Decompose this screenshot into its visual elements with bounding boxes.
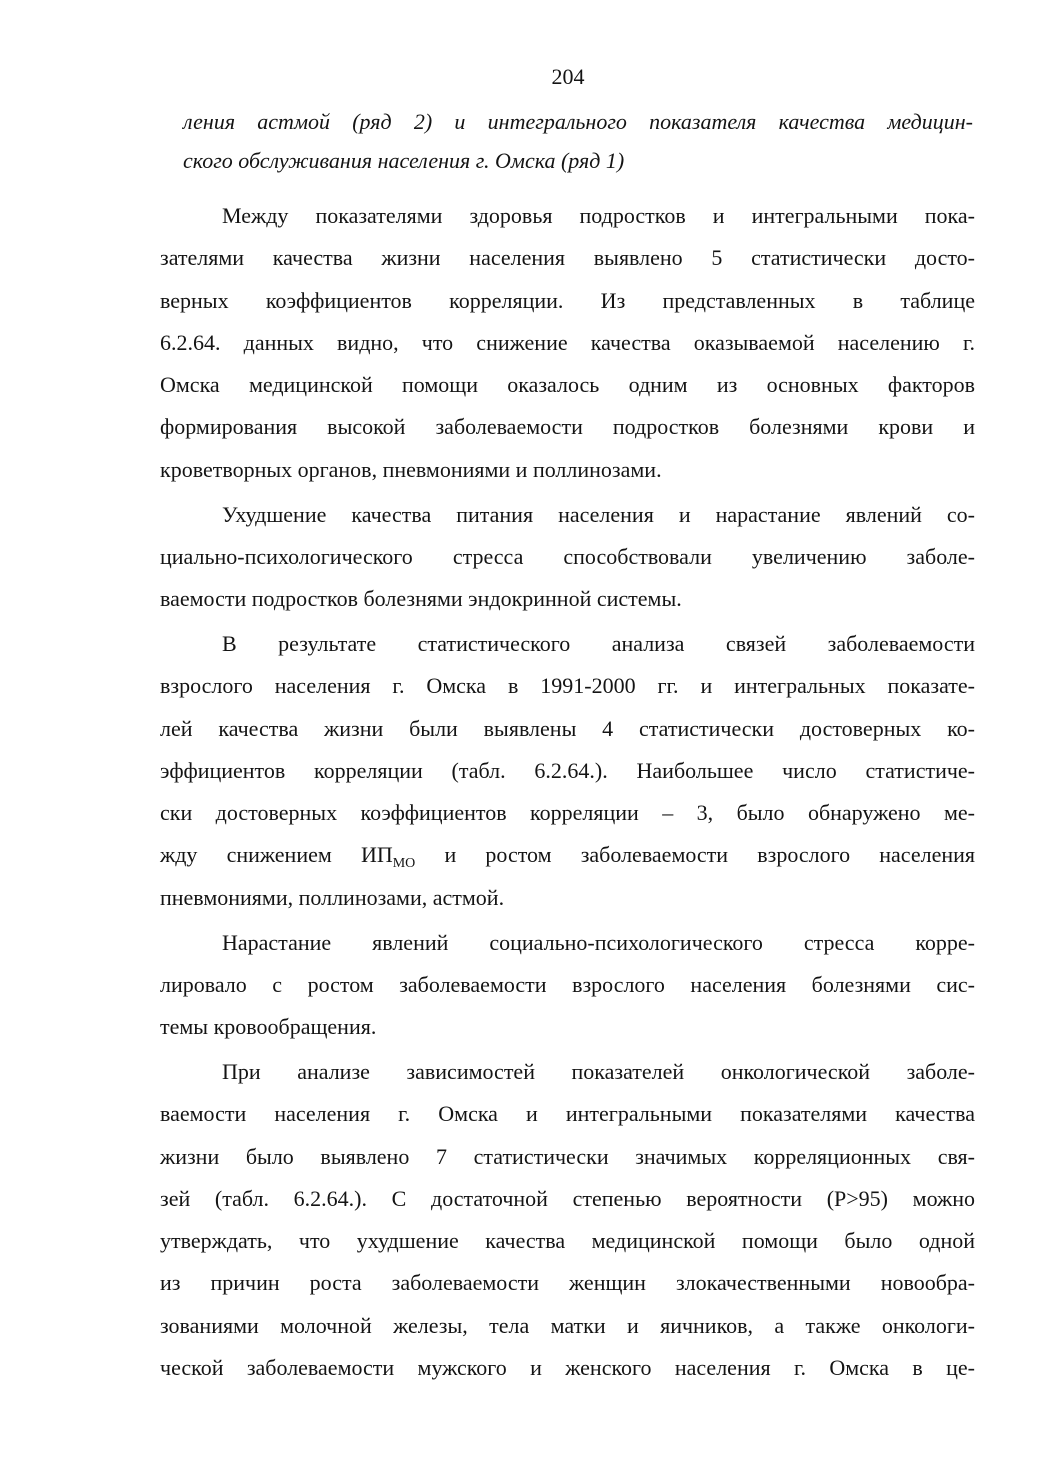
text-line: жизни было выявлено 7 статистически значимых корреляционных свя- bbox=[160, 1143, 975, 1169]
text-line: верных коэффициентов корреляции. Из представленных в таблице bbox=[160, 287, 975, 313]
text-line: пневмониями, поллинозами, астмой. bbox=[160, 884, 505, 910]
caption-line: ления астмой (ряд 2) и интегрального показателя качества медицин- bbox=[183, 109, 973, 134]
paragraph bbox=[160, 195, 975, 491]
text-line: Омска медицинской помощи оказалось одним из основных факторов bbox=[160, 372, 975, 398]
body-text bbox=[160, 195, 975, 1389]
text-line: кроветворных органов, пневмониями и поллинозами. bbox=[160, 456, 662, 482]
subscript: МО bbox=[392, 856, 416, 872]
text-line: из причин роста заболеваемости женщин злокачественными новообра- bbox=[160, 1270, 975, 1296]
text-line: зей (табл. 6.2.64.). С достаточной степенью вероятности (Р>95) можно bbox=[160, 1185, 975, 1211]
text-line: В результате статистического анализа связей заболеваемости bbox=[222, 630, 975, 656]
text-line: ваемости населения г. Омска и интегральными показателями качества bbox=[160, 1101, 975, 1127]
text-line: ваемости подростков болезнями эндокринной системы. bbox=[160, 586, 682, 612]
text-line: 6.2.64. данных видно, что снижение качества оказываемой населению г. bbox=[160, 329, 975, 355]
text-line: зованиями молочной железы, тела матки и яичников, а также онкологи- bbox=[160, 1312, 975, 1338]
figure-caption bbox=[183, 102, 973, 180]
text-line: Между показателями здоровья подростков и интегральными пока- bbox=[222, 203, 975, 228]
paragraph bbox=[160, 922, 975, 1049]
text-line: Ухудшение качества питания населения и нарастание явлений со- bbox=[222, 501, 975, 527]
text-line: При анализе зависимостей показателей онкологической заболе- bbox=[222, 1058, 975, 1084]
page-number: 204 bbox=[551, 64, 585, 89]
text-line: лей качества жизни были выявлены 4 статистически достоверных ко- bbox=[160, 715, 975, 741]
text-line-with-subscript bbox=[160, 834, 975, 876]
caption-line: ского обслуживания населения г. Омска (ряд 1) bbox=[183, 148, 625, 173]
text-line: циально-психологического стресса способствовали увеличению заболе- bbox=[160, 543, 975, 569]
text-line: ски достоверных коэффициентов корреляции – 3, было обнаружено ме- bbox=[160, 800, 975, 826]
text-segment: и ростом заболеваемости взрослого населения bbox=[415, 842, 975, 868]
text-line: утверждать, что ухудшение качества медицинской помощи было одной bbox=[160, 1228, 975, 1254]
text-line: лировало с ростом заболеваемости взрослого населения болезнями сис- bbox=[160, 971, 975, 997]
text-line: взрослого населения г. Омска в 1991-2000 гг. и интегральных показате- bbox=[160, 673, 975, 699]
text-segment: жду снижением ИП bbox=[160, 842, 393, 868]
text-line: темы кровообращения. bbox=[160, 1014, 377, 1040]
text-line: эффициентов корреляции (табл. 6.2.64.). Наибольшее число статистиче- bbox=[160, 757, 975, 783]
paragraph bbox=[160, 1051, 975, 1389]
paragraph bbox=[160, 623, 975, 919]
paragraph bbox=[160, 494, 975, 621]
text-line: Нарастание явлений социально-психологического стресса корре- bbox=[222, 929, 975, 955]
text-line: ческой заболеваемости мужского и женского населения г. Омска в це- bbox=[160, 1355, 975, 1381]
text-line: формирования высокой заболеваемости подростков болезнями крови и bbox=[160, 414, 975, 440]
text-line: зателями качества жизни населения выявлено 5 статистически досто- bbox=[160, 245, 975, 271]
